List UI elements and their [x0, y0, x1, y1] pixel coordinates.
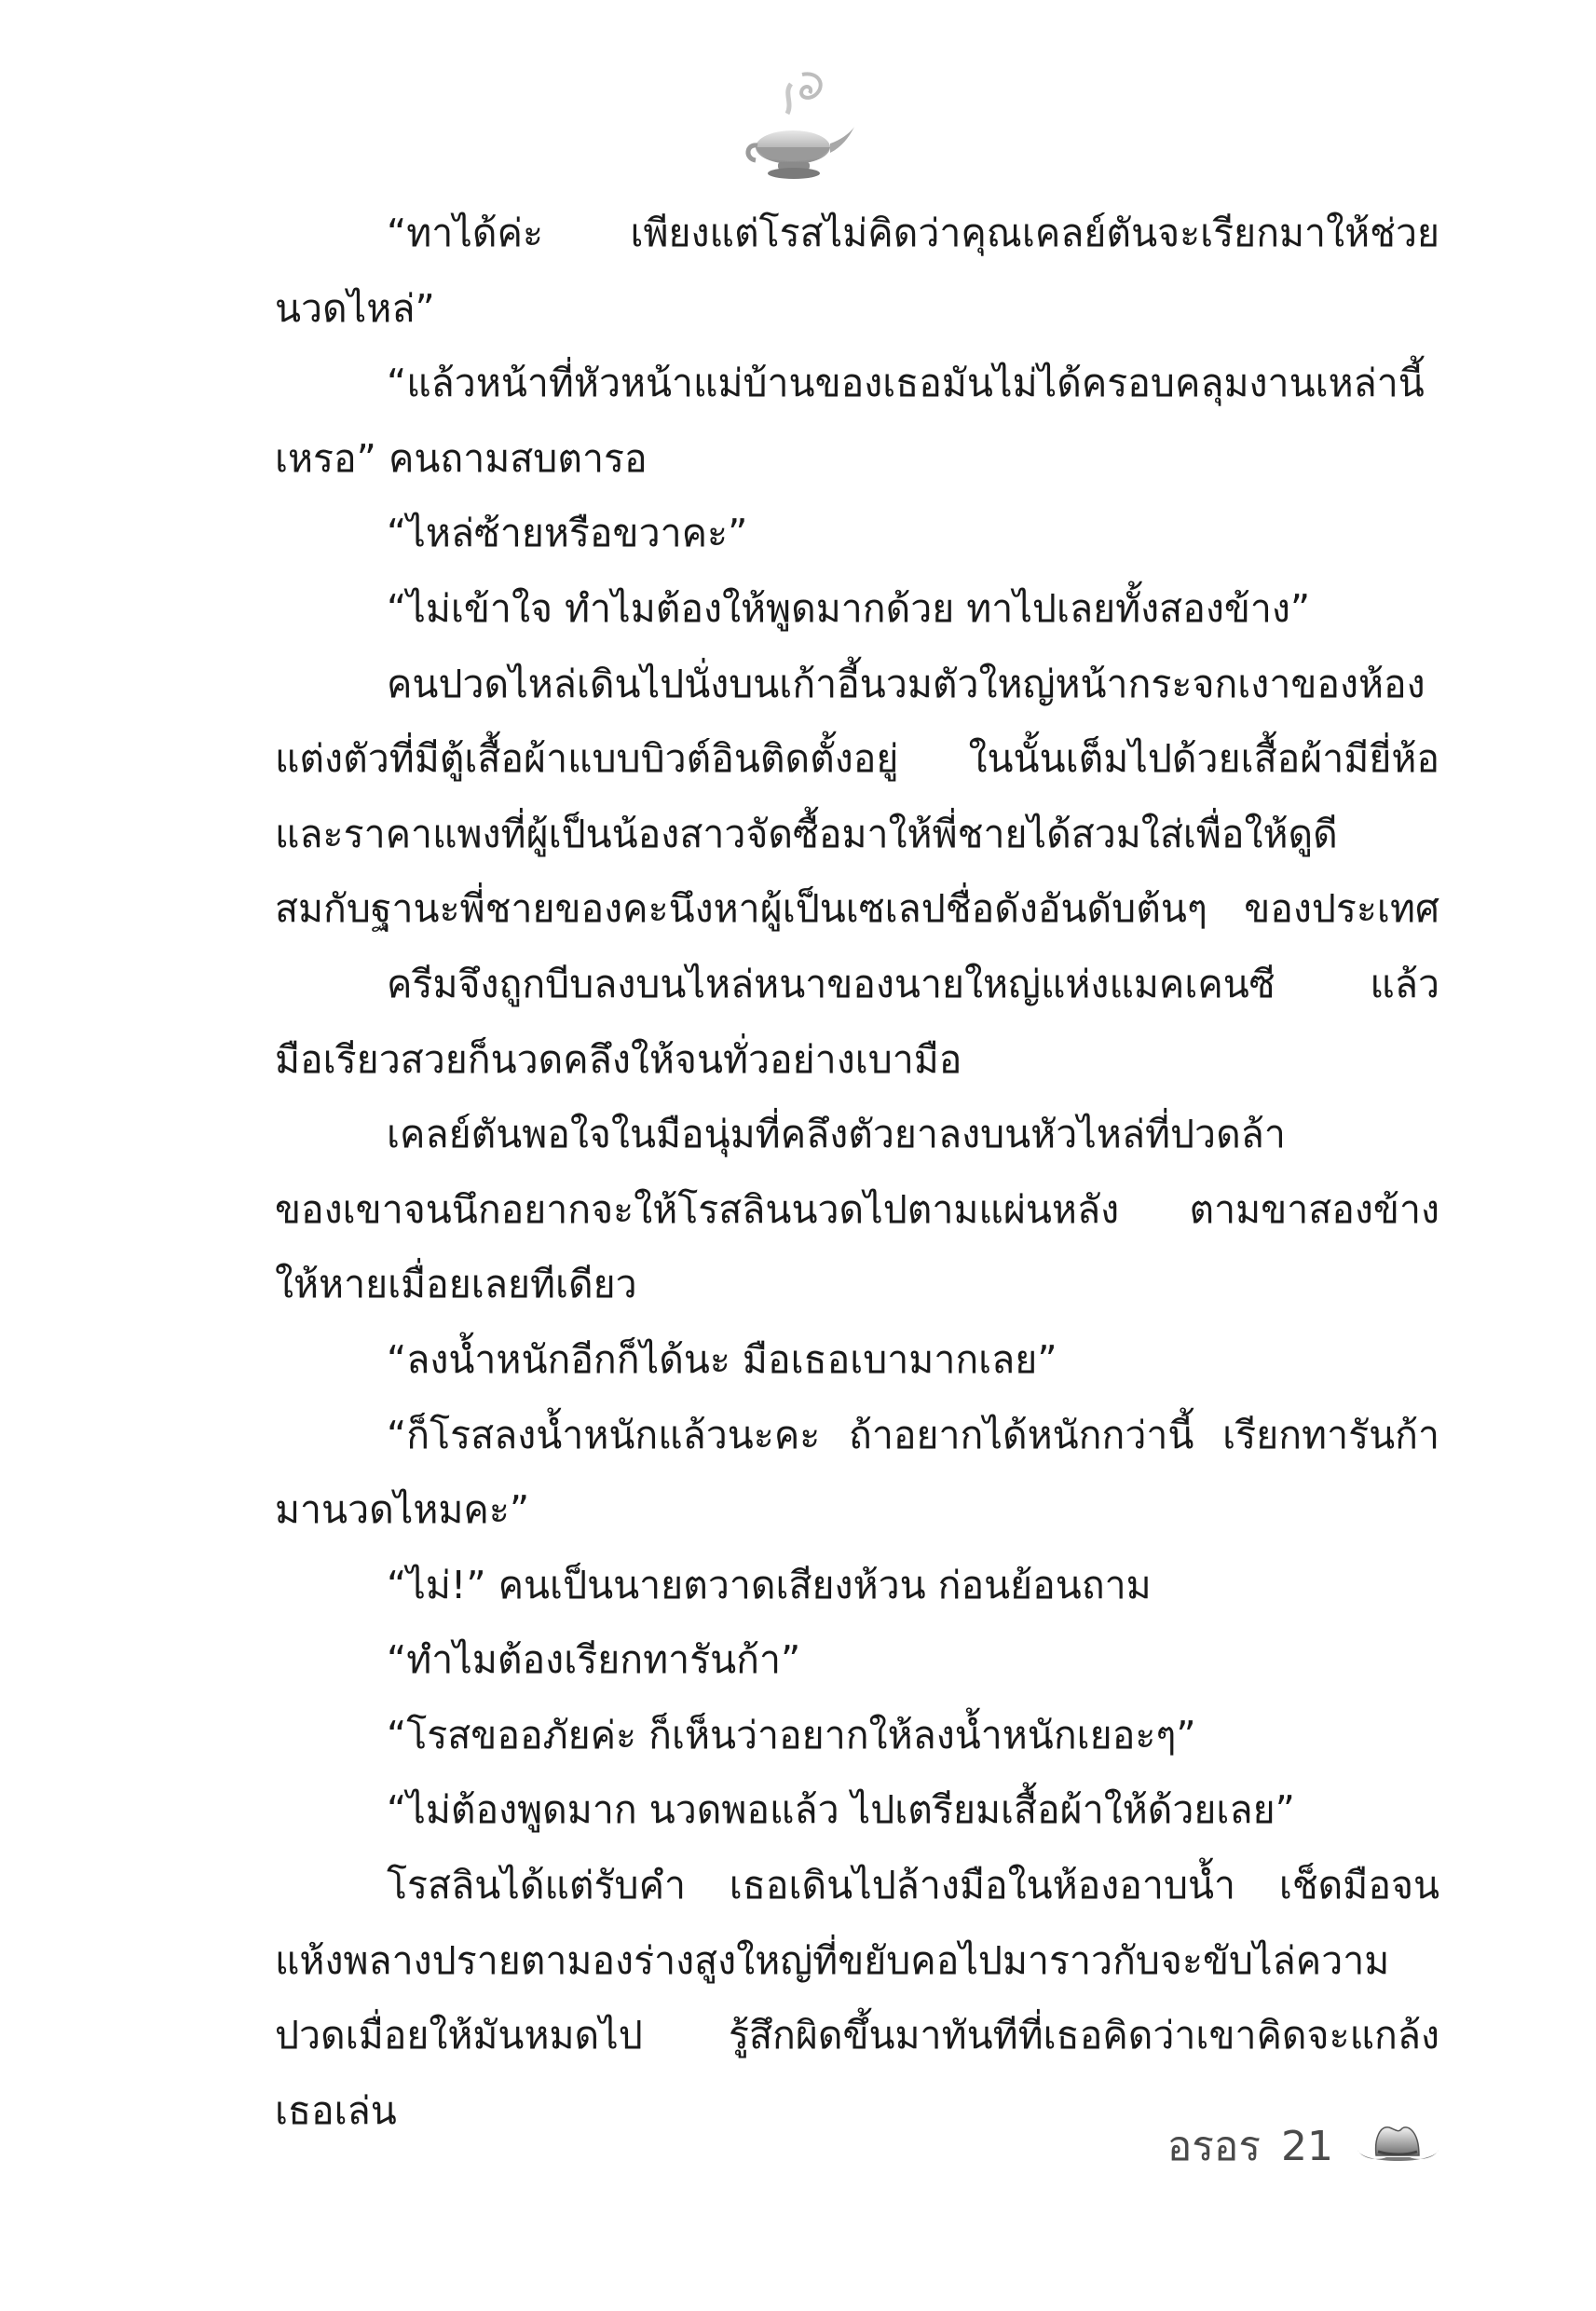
text-line: คนปวดไหล่เดินไปนั่งบนเก้าอี้นวมตัวใหญ่หน้ากระจกเงาของห้อง: [387, 661, 1425, 706]
text-line: และราคาแพงที่ผู้เป็นน้องสาวจัดซื้อมาให้พี่ชายได้สวมใส่เพื่อให้ดูดี: [275, 811, 1338, 856]
text-line: มือเรียวสวยก็นวดคลึงให้จนทั่วอย่างเบามือ: [275, 1036, 962, 1082]
text-line: มานวดไหมคะ”: [275, 1487, 530, 1533]
author-name: อรอร: [1166, 2123, 1261, 2170]
text-line: “ไม่ต้องพูดมาก นวดพอแล้ว ไปเตรียมเสื้อผ้าให้ด้วยเลย”: [387, 1787, 1295, 1833]
text-line: “ทาได้ค่ะ เพียงแต่โรสไม่คิดว่าคุณเคลย์ตันจะเรียกมาให้ช่วย: [387, 211, 1439, 255]
text-line: สมกับฐานะพี่ชายของคะนึงหาผู้เป็นเซเลปชื่อดังอันดับต้นๆ ของประเทศ: [275, 886, 1439, 932]
text-line: นวดไหล่”: [275, 285, 435, 331]
text-line: เหรอ” คนถามสบตารอ: [275, 435, 648, 481]
cowboy-hat-icon: [1354, 2118, 1442, 2174]
text-line: แห้งพลางปรายตามองร่างสูงใหญ่ที่ขยับคอไปมาราวกับจะขับไล่ความ: [275, 1937, 1390, 1983]
text-line: “ทำไมต้องเรียกทารันก้า”: [387, 1637, 801, 1683]
text-line: “โรสขออภัยค่ะ ก็เห็นว่าอยากให้ลงน้ำหนักเยอะๆ”: [387, 1712, 1196, 1757]
text-line: ของเขาจนนึกอยากจะให้โรสลินนวดไปตามแผ่นหลัง ตามขาสองข้าง: [275, 1186, 1439, 1232]
text-line: “ไหล่ซ้ายหรือขวาคะ”: [387, 511, 748, 556]
page-footer: [1167, 2113, 1442, 2179]
text-line: “ก็โรสลงน้ำหนักแล้วนะคะ ถ้าอยากได้หนักกว่านี้ เรียกทารันก้า: [387, 1412, 1439, 1457]
page-number: 21: [1281, 2122, 1333, 2170]
text-line: “ไม่!” คนเป็นนายตวาดเสียงห้วน ก่อนย้อนถาม: [387, 1562, 1152, 1607]
story-text: [275, 196, 1439, 2148]
text-line: เธอเล่น: [275, 2087, 397, 2133]
text-line: โรสลินได้แต่รับคำ เธอเดินไปล้างมือในห้องอาบน้ำ เช็ดมือจน: [387, 1863, 1439, 1908]
text-line: “ไม่เข้าใจ ทำไมต้องให้พูดมากด้วย ทาไปเลยทั้งสองข้าง”: [387, 585, 1311, 631]
text-line: แต่งตัวที่มีตู้เสื้อผ้าแบบบิวต์อินติดตั้งอยู่ ในนั้นเต็มไปด้วยเสื้อผ้ามียี่ห้อ: [275, 736, 1439, 782]
text-line: ให้หายเมื่อยเลยทีเดียว: [275, 1262, 637, 1307]
text-line: ครีมจึงถูกบีบลงบนไหล่หนาของนายใหญ่แห่งแมคเคนซี แล้ว: [387, 961, 1439, 1006]
text-line: “ลงน้ำหนักอีกก็ได้นะ มือเธอเบามากเลย”: [387, 1336, 1057, 1382]
text-line: เคลย์ตันพอใจในมือนุ่มที่คลึงตัวยาลงบนหัวไหล่ที่ปวดล้า: [387, 1112, 1286, 1157]
text-line: ปวดเมื่อยให้มันหมดไป รู้สึกผิดขึ้นมาทันทีที่เธอคิดว่าเขาคิดจะแกล้ง: [275, 2013, 1439, 2058]
text-line: “แล้วหน้าที่หัวหน้าแม่บ้านของเธอมันไม่ได้ครอบคลุมงานเหล่านี้: [387, 361, 1425, 406]
lamp-ornament-icon: [737, 65, 858, 186]
